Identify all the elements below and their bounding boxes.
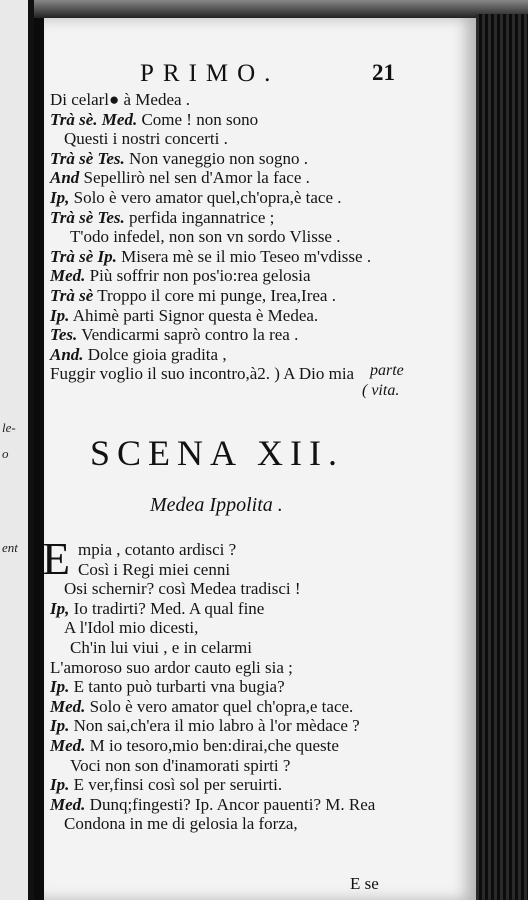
facing-page-fragment: le- — [2, 420, 16, 435]
verse-line: Trà sè. Med. Come ! non sono — [50, 109, 259, 129]
scene-characters: Medea Ippolita . — [150, 494, 283, 516]
verse-line: Med. Più soffrir non pos'io:rea gelosia — [50, 266, 311, 286]
verse-line: Questi i nostri concerti . — [64, 129, 228, 149]
verse-line: Ch'in lui viui , e in celarmi — [70, 637, 253, 657]
margin-note-vita: ( vita. — [362, 382, 400, 399]
verse-line: Trà sè Ip. Misera mè se il mio Teseo m'vdisse . — [50, 246, 372, 266]
margin-note-parte: parte — [370, 362, 404, 379]
verse-line: Trà sè Troppo il core mi punge, Irea,Irea . — [50, 285, 336, 305]
book-top-edge — [34, 0, 528, 18]
catchword: E se — [350, 874, 379, 893]
verse-line: Med. M io tesoro,mio ben:dirai,che queste — [50, 735, 339, 755]
verse-line: Ip. E tanto può turbarti vna bugia? — [50, 677, 285, 697]
verse-line: Voci non son d'inamorati spirti ? — [70, 755, 291, 775]
verse-line: And Sepellirò nel sen d'Amor la face . — [50, 168, 310, 188]
verse-line: Tes. Vendicarmi saprò contro la rea . — [50, 325, 299, 345]
dialogue-lower — [50, 540, 470, 834]
page-header — [140, 60, 440, 90]
facing-page-fragment: o — [2, 446, 9, 461]
verse-line: Ip, Io tradirti? Med. A qual fine — [50, 598, 265, 618]
verse-line: mpia , cotanto ardisci ? — [78, 540, 237, 559]
verse-line: Ip. Ahimè parti Signor questa è Medea. — [50, 305, 319, 325]
dialogue-upper — [50, 90, 470, 384]
verse-line: Ip. Non sai,ch'era il mio labro à l'or mèdace ? — [50, 716, 360, 736]
facing-page-edge — [0, 0, 34, 900]
facing-page-fragment: ent — [2, 540, 18, 555]
verse-line: T'odo infedel, non son vn sordo Vlisse . — [70, 227, 341, 247]
page-stack-edge — [476, 14, 528, 900]
verse-line: Ip. E ver,finsi così sol per seruirti. — [50, 775, 283, 795]
verse-line: Condona in me di gelosia la forza, — [64, 814, 298, 834]
drop-cap: E — [42, 533, 71, 584]
verse-line: Ip, Solo è vero amator quel,ch'opra,è tace . — [50, 187, 342, 207]
scene-title: SCENA XII. — [90, 433, 345, 473]
verse-line: Osi schernir? così Medea tradisci ! — [64, 579, 301, 599]
verse-line: A l'Idol mio dicesti, — [64, 618, 199, 638]
page-number: 21 — [372, 60, 395, 85]
verse-line: Trà sè Tes. Non vaneggio non sogno . — [50, 148, 308, 168]
verse-line: Med. Solo è vero amator quel ch'opra,e tace. — [50, 696, 354, 716]
verse-line: And. Dolce gioia gradita , — [50, 344, 227, 364]
verse-line: L'amoroso suo ardor cauto egli sia ; — [50, 657, 293, 677]
verse-line: Di celarl● à Medea . — [50, 90, 191, 109]
verse-line: Fuggir voglio il suo incontro,à2. ) A Dio mia — [50, 364, 355, 384]
running-head: PRIMO. — [140, 60, 280, 87]
verse-line: Med. Dunq;fingesti? Ip. Ancor pauenti? M. Rea — [50, 794, 376, 814]
verse-line: Trà sè Tes. perfida ingannatrice ; — [50, 207, 275, 227]
verse-line: Così i Regi miei cenni — [78, 559, 231, 579]
